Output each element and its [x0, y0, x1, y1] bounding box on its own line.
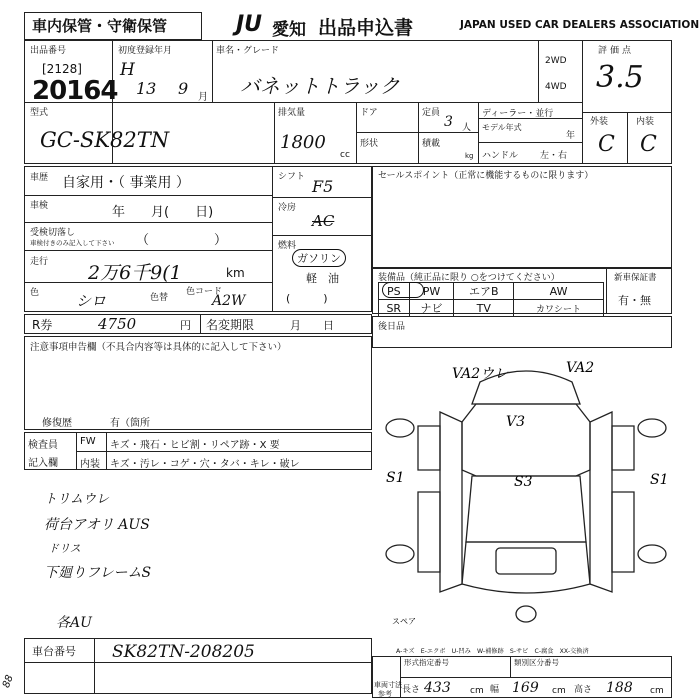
registration-label: 初度登録年月: [118, 46, 173, 56]
handle-label: ハンドル: [482, 151, 519, 161]
door-label: ドア: [360, 108, 378, 118]
width-value: 169: [512, 680, 539, 696]
form-title: 車内保管・守衛保管: [32, 17, 168, 35]
side-note: 88: [1, 673, 16, 690]
note-line-2: 荷台アオリ AUS: [44, 517, 150, 533]
title-change-date: 月 日: [290, 319, 334, 332]
equip-pw: PW: [409, 283, 454, 300]
interior-items-label: 内装: [80, 459, 100, 470]
shape-label: 形状: [360, 139, 379, 149]
color-code-label: 色コード: [186, 287, 223, 297]
damage-legend: A-キズ E-エクボ U-凹み W-補修跡 S-サビ C-腐食 XX-交換済: [396, 648, 589, 655]
height-label: 高さ: [574, 685, 593, 695]
fuel-label: 燃料: [278, 241, 297, 251]
paint-label: 色替: [150, 293, 169, 303]
fuel-diesel: 軽 油: [306, 272, 339, 285]
height-value: 188: [606, 680, 633, 696]
ps-circle: [382, 282, 424, 298]
later-docs-label: 後日品: [378, 322, 406, 332]
sales-point-box: [372, 166, 672, 268]
r-ticket-amount: 4750: [98, 315, 137, 333]
lot-sub-number: [2128]: [42, 62, 82, 76]
equip-tv: TV: [454, 300, 514, 317]
car-name-label: 車名・グレード: [216, 46, 280, 56]
rating-score: 3.5: [596, 60, 644, 95]
capacity-label: 定員: [422, 108, 441, 118]
interior-items: キズ・汚レ・コゲ・穴・タバ・キレ・破レ: [110, 459, 300, 470]
equip-aw: AW: [514, 283, 604, 300]
registration-month: 9: [178, 79, 189, 98]
exterior-grade: C: [598, 132, 615, 157]
fuel-gas: ガソリン: [292, 249, 346, 267]
later-docs-box: [372, 316, 672, 348]
mark-right: S1: [650, 472, 669, 488]
inspector-note: 記入欄: [28, 458, 58, 469]
note-line-5: 各AU: [56, 615, 92, 631]
length-cm: cm: [470, 686, 484, 696]
height-cm: cm: [650, 686, 664, 696]
length-label: 長さ: [402, 685, 421, 695]
note-line-1: トリムウレ: [44, 492, 110, 507]
r-ticket-unit: 円: [180, 319, 191, 332]
color-label: 色: [30, 288, 40, 298]
mark-center: S3: [514, 474, 533, 490]
model-year-unit: 年: [566, 131, 576, 141]
shift-value: F5: [312, 177, 334, 196]
title-change-label: 名変期限: [206, 318, 255, 332]
car-damage-diagram: [380, 352, 672, 630]
usage-value: 自家用・（ 事業用 ）: [62, 175, 190, 191]
lot-label: 出品番号: [30, 46, 67, 56]
ref-label: 参考: [378, 690, 392, 698]
model-year-label: モデル年式: [482, 123, 522, 132]
sheet-title: 出品申込書: [318, 17, 414, 39]
model-code: GC-SK82TN: [40, 128, 170, 152]
recycle-label: 受検切落し: [30, 228, 76, 238]
r-ticket-label: R券: [32, 318, 53, 332]
exterior-items: キズ・飛石・ヒビ割・リペア跡・X 要: [110, 440, 280, 451]
inspector-label: 検査員: [28, 440, 58, 451]
displacement: 1800: [280, 132, 326, 153]
equip-navi: ナビ: [409, 300, 454, 317]
size-label: 車両寸法: [374, 681, 402, 689]
warranty-options: 有・無: [618, 294, 651, 307]
registration-month-unit: 月: [198, 92, 208, 103]
rating-label: 評価点: [598, 46, 635, 56]
km-unit: km: [226, 266, 245, 280]
class-label: 類別区分番号: [514, 658, 559, 667]
interior-grade: C: [640, 132, 657, 157]
recycle-note: 車検付きのみ記入して下さい: [30, 239, 115, 247]
equip-ps: PS: [379, 283, 410, 300]
length-value: 433: [424, 680, 451, 696]
warranty-label: 新車保証書: [614, 273, 657, 283]
drive-2wd: 2WD: [545, 56, 567, 66]
equip-leather: カワシート: [514, 300, 604, 317]
inspection-value: 年 月( 日): [112, 205, 214, 220]
shift-label: シフト: [278, 172, 306, 182]
usage-label: 車歴: [30, 173, 49, 183]
recycle-value: （ ）: [136, 233, 228, 248]
handle-options: 左・右: [540, 151, 568, 161]
ju-logo: JU: [236, 12, 263, 37]
mark-front-right: VA2: [566, 360, 595, 376]
registration-era: H: [120, 60, 135, 80]
width-cm: cm: [552, 686, 566, 696]
equipment-label: 装備品（純正品に限り ○をつけてください）: [378, 273, 560, 283]
fw-label: FW: [80, 436, 96, 447]
notes-label: 注意事項申告欄（不具合内容等は具体的に記入して下さい）: [30, 342, 287, 353]
registration-year: 13: [136, 79, 157, 98]
mark-roof: V3: [506, 414, 526, 430]
spare-label: スペア: [392, 617, 416, 626]
note-line-4: 下廻りフレームS: [44, 565, 152, 581]
color: シロ: [76, 292, 107, 310]
exterior-label: 外装: [590, 117, 609, 127]
cc-unit: cc: [340, 150, 350, 160]
equip-airbag: エアB: [454, 283, 514, 300]
dealer-label: ディーラー・並行: [482, 109, 554, 119]
chassis-label: 車台番号: [32, 645, 76, 658]
fuel-other: ( ): [286, 292, 328, 305]
equip-sr: SR: [379, 300, 410, 317]
ac-label: 冷房: [278, 203, 297, 213]
shape-spec-label: 形式指定番号: [404, 658, 449, 667]
lot-number: 20164: [32, 76, 118, 106]
drive-4wd: 4WD: [545, 82, 567, 92]
displacement-label: 排気量: [278, 108, 306, 118]
chassis-number: SK82TN-208205: [112, 642, 255, 662]
mark-left: S1: [386, 470, 405, 486]
repair-value: 有（箇所: [110, 418, 150, 429]
inspection-label: 車検: [30, 201, 49, 211]
repair-label: 修復歴: [42, 418, 72, 429]
mileage: 2万6千9(1: [88, 262, 182, 284]
load-label: 積載: [422, 139, 441, 149]
association-name: JAPAN USED CAR DEALERS ASSOCIATION: [460, 19, 700, 31]
note-line-3: ドリス: [48, 542, 81, 555]
model-label: 型式: [30, 108, 49, 118]
mileage-label: 走行: [30, 257, 49, 267]
sales-point-label: セールスポイント（正常に機能するものに限ります）: [378, 171, 594, 181]
color-code: A2W: [212, 293, 246, 309]
mark-front-left: VA2ウレ: [452, 366, 509, 382]
car-name: バネットトラック: [240, 74, 400, 98]
ac-value: AC: [312, 212, 335, 230]
auction-name: 愛知: [272, 20, 306, 40]
width-label: 幅: [490, 685, 500, 695]
interior-label: 内装: [636, 117, 655, 127]
capacity-unit: 人: [462, 123, 472, 133]
kg-unit: kg: [465, 152, 474, 160]
capacity: 3: [444, 114, 453, 130]
